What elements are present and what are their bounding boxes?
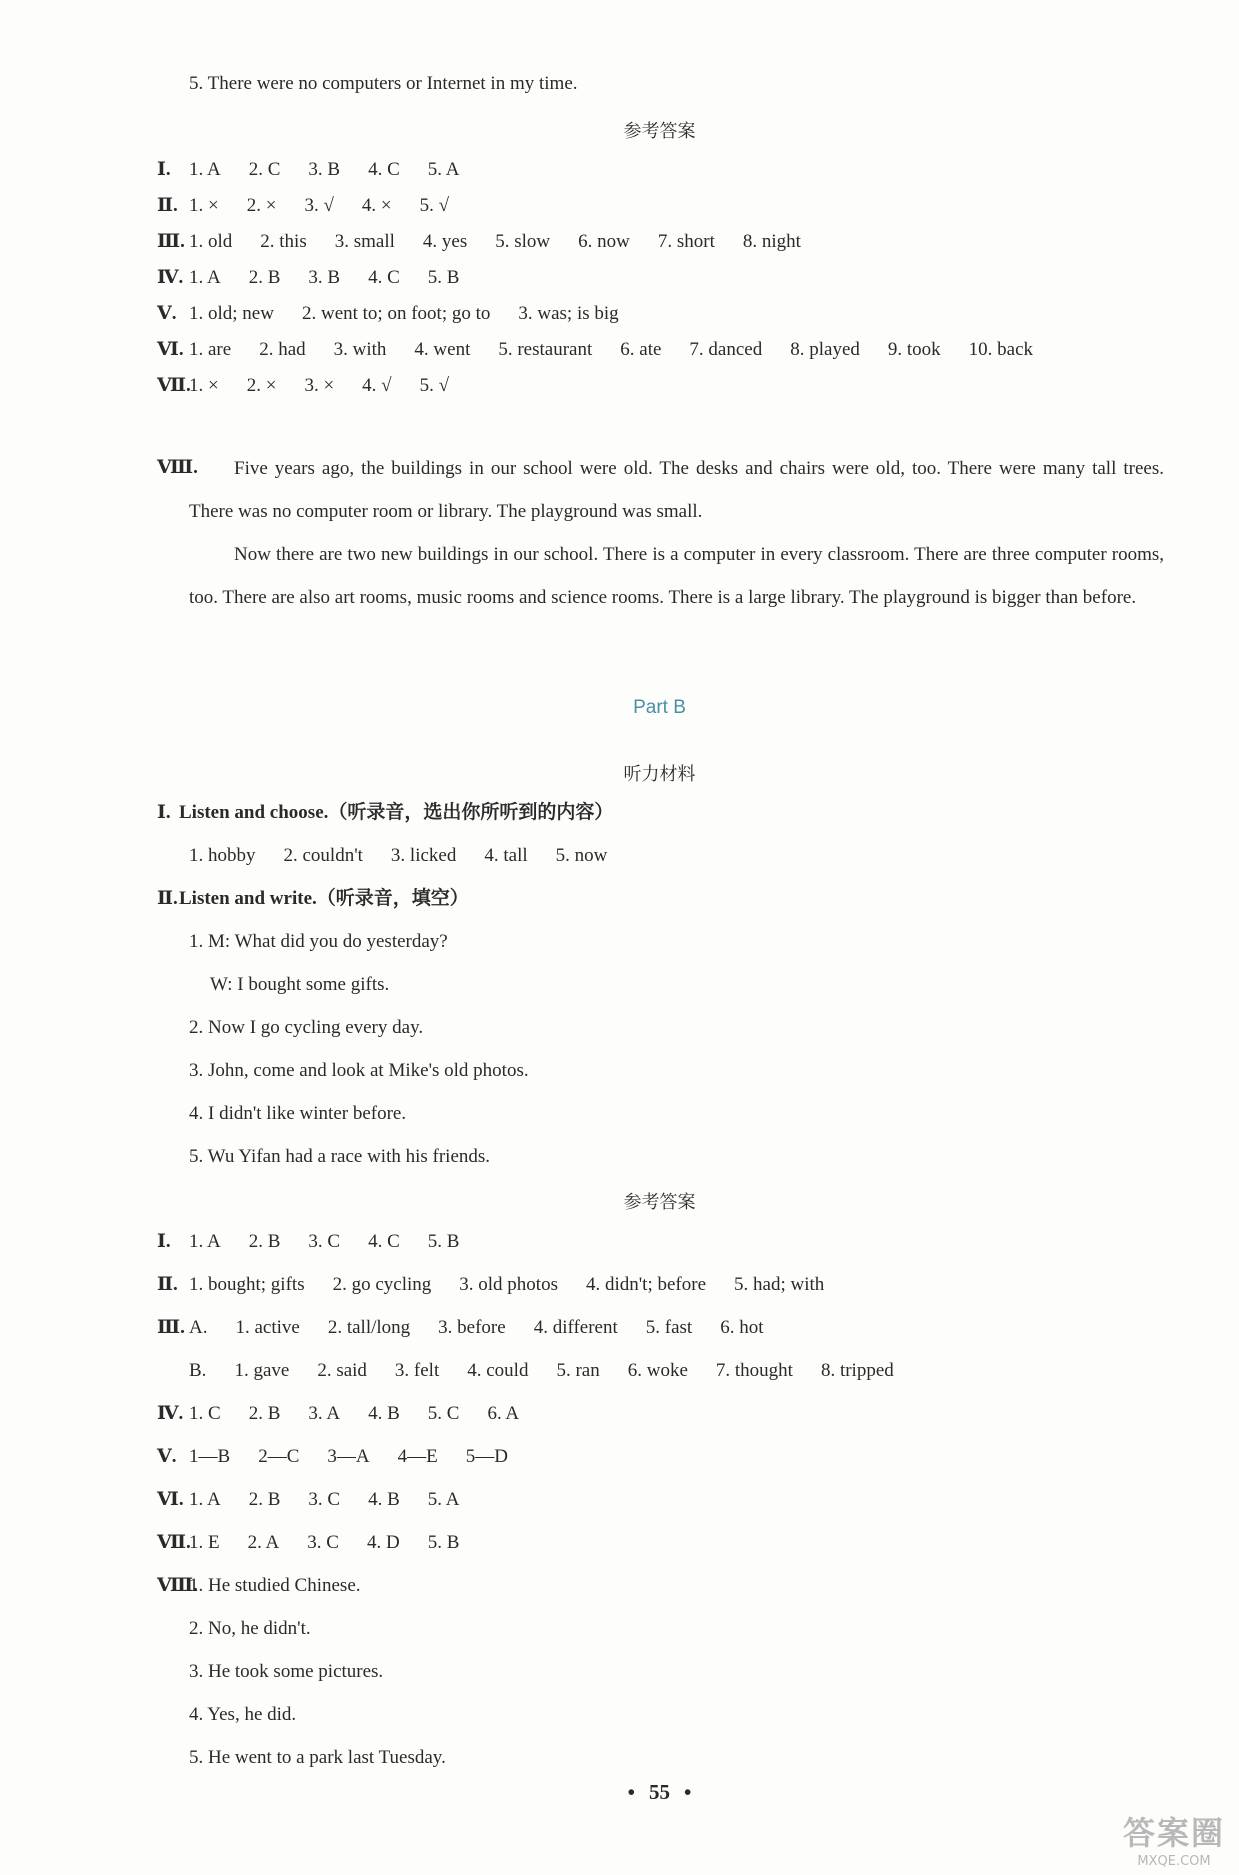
answers-a-item: 1. old; new bbox=[189, 303, 274, 324]
listen-write-line: 1. M: What did you do yesterday? bbox=[189, 931, 448, 952]
listen-write-line: 5. Wu Yifan had a race with his friends. bbox=[189, 1146, 491, 1167]
answers-a-row bbox=[189, 376, 477, 395]
answers-b-item: 1. A bbox=[189, 1231, 221, 1252]
answers-a-item: 2. had bbox=[259, 339, 306, 360]
answers-a-item: 3. with bbox=[333, 339, 387, 360]
answers-a-item: 4. C bbox=[368, 267, 400, 288]
answers-a-roman: Ⅳ. bbox=[157, 267, 184, 288]
answers-b-item: 2—C bbox=[258, 1446, 300, 1467]
page-number-value: 55 bbox=[649, 1780, 670, 1804]
answers-a-item: 8. night bbox=[742, 231, 801, 252]
answers-b-row bbox=[189, 1662, 411, 1681]
answers-b-item: 3. C bbox=[307, 1532, 339, 1553]
answers-a-item: 4. yes bbox=[422, 231, 468, 252]
listen-choose-item: 4. tall bbox=[484, 845, 528, 866]
answers-a-item: 2. this bbox=[260, 231, 307, 252]
answers-a-item: 1. A bbox=[189, 159, 221, 180]
answers-a-item: 2. went to; on foot; go to bbox=[301, 303, 491, 324]
answers-b-item: 4. didn't; before bbox=[585, 1274, 707, 1295]
answers-b-row bbox=[189, 1619, 339, 1638]
listen-choose-roman: Ⅰ. bbox=[157, 802, 171, 823]
answers-b-item: 3. old photos bbox=[459, 1274, 558, 1295]
answers-b-item: 5. B bbox=[427, 1532, 460, 1553]
answers-b-item: 1. active bbox=[235, 1317, 300, 1338]
answers-b-item: 1—B bbox=[189, 1446, 231, 1467]
answers-b-item: 3. before bbox=[438, 1317, 506, 1338]
answers-b-item: 2. A bbox=[247, 1532, 280, 1553]
answers-b-item: 6. A bbox=[487, 1403, 520, 1424]
answers-b-item: 1. He studied Chinese. bbox=[189, 1575, 361, 1596]
listen-choose-items bbox=[189, 846, 635, 865]
answers-b-item: 4. C bbox=[368, 1231, 400, 1252]
essay-paragraph-1: Five years ago, the buildings in our school were old. The desks and chairs were old, too. There were many tall trees. There was no computer room or library. The playground was small. bbox=[189, 458, 1164, 522]
answers-a-item: 9. took bbox=[887, 339, 941, 360]
listen-choose-text: Listen and choose.（听录音，选出你所听到的内容） bbox=[179, 802, 614, 823]
answers-b-item: 5. ran bbox=[556, 1360, 600, 1381]
answers-b-item: 1. bought; gifts bbox=[189, 1274, 305, 1295]
answers-a-item: 8. played bbox=[790, 339, 860, 360]
answers-b-item: 4. Yes, he did. bbox=[189, 1704, 297, 1725]
essay-roman: Ⅷ. bbox=[157, 457, 198, 478]
answers-a-item: 3. B bbox=[308, 159, 341, 180]
answers-b-row bbox=[189, 1533, 487, 1552]
answers-a-item: 5. B bbox=[427, 267, 460, 288]
answers-a-item: 4. C bbox=[368, 159, 400, 180]
answers-b-item: 1. A bbox=[189, 1489, 221, 1510]
answers-a-item: 4. went bbox=[414, 339, 471, 360]
answers-b-item: 6. woke bbox=[627, 1360, 688, 1381]
answers-a-roman: Ⅲ. bbox=[157, 231, 185, 252]
answers-b-item: 5. He went to a park last Tuesday. bbox=[189, 1747, 446, 1768]
listen-write-line: 4. I didn't like winter before. bbox=[189, 1103, 407, 1124]
answers-a-item: 5. √ bbox=[419, 375, 450, 396]
answers-a-item: 1. old bbox=[189, 231, 233, 252]
answers-b-item: 1. E bbox=[189, 1532, 220, 1553]
answers-b-item: 4. D bbox=[366, 1532, 400, 1553]
essay-paragraph-2: Now there are two new buildings in our school. There is a computer in every classroom. There are three computer rooms, too. There are also art rooms, music rooms and science rooms. There is a large library. The playground is bigger than before. bbox=[189, 544, 1164, 608]
essay-block bbox=[189, 447, 1164, 619]
answers-b-item: 5. B bbox=[427, 1231, 460, 1252]
top-line: 5. There were no computers or Internet in my time. bbox=[189, 73, 578, 94]
answers-b-item: 7. thought bbox=[715, 1360, 793, 1381]
listen-write-title bbox=[157, 889, 469, 908]
answers-a-item: 4. √ bbox=[362, 375, 392, 396]
answers-a-row bbox=[189, 304, 647, 323]
answers-a-roman: Ⅴ. bbox=[157, 303, 177, 324]
answers-b-item: 3. A bbox=[308, 1403, 341, 1424]
answers-a-item: 10. back bbox=[968, 339, 1034, 360]
listen-choose-item: 5. now bbox=[555, 845, 608, 866]
answers-a-item: 3. small bbox=[334, 231, 395, 252]
answers-b-item: 4. different bbox=[533, 1317, 618, 1338]
listening-heading: 听力材料 bbox=[623, 764, 696, 785]
answers-b-row bbox=[189, 1318, 791, 1337]
answers-b-roman: Ⅳ. bbox=[157, 1403, 184, 1424]
answers-a-row bbox=[189, 340, 1061, 359]
listen-write-line: W: I bought some gifts. bbox=[210, 974, 390, 995]
listen-choose-item: 1. hobby bbox=[189, 845, 256, 866]
answers-b-row bbox=[189, 1748, 474, 1767]
listen-choose-item: 3. licked bbox=[390, 845, 457, 866]
answers-b-roman: Ⅴ. bbox=[157, 1446, 177, 1467]
answers-b-roman: Ⅶ. bbox=[157, 1532, 191, 1553]
answers-a-item: 7. danced bbox=[689, 339, 763, 360]
answers-a-heading: 参考答案 bbox=[623, 121, 696, 142]
watermark-logo: 答案圈 bbox=[1122, 1814, 1225, 1852]
answers-b-item: 4. B bbox=[368, 1403, 400, 1424]
answers-b-item: B. bbox=[189, 1360, 207, 1381]
answers-b-roman: Ⅱ. bbox=[157, 1274, 178, 1295]
listen-write-roman: Ⅱ. bbox=[157, 888, 178, 909]
answers-b-item: 8. tripped bbox=[820, 1360, 894, 1381]
answers-b-item: 3. felt bbox=[394, 1360, 440, 1381]
listen-choose-title bbox=[157, 803, 613, 822]
listen-choose-item: 2. couldn't bbox=[283, 845, 363, 866]
answers-b-item: 3. C bbox=[308, 1489, 341, 1510]
answers-b-item: A. bbox=[189, 1317, 208, 1338]
answers-a-item: 5. √ bbox=[419, 195, 450, 216]
answers-a-item: 4. × bbox=[361, 195, 392, 216]
answers-a-item: 3. was; is big bbox=[518, 303, 619, 324]
answers-a-row bbox=[189, 196, 477, 215]
answers-b-row bbox=[189, 1232, 487, 1251]
answers-b-item: 2. said bbox=[317, 1360, 367, 1381]
answers-a-item: 6. ate bbox=[620, 339, 662, 360]
answers-b-roman: Ⅰ. bbox=[157, 1231, 171, 1252]
answers-b-item: 5. fast bbox=[645, 1317, 693, 1338]
answers-a-row bbox=[189, 268, 487, 287]
answers-b-item: 2. B bbox=[248, 1403, 281, 1424]
answers-b-item: 4. B bbox=[368, 1489, 400, 1510]
answers-b-item: 2. tall/long bbox=[327, 1317, 411, 1338]
answers-b-row bbox=[189, 1705, 324, 1724]
answers-b-item: 5. A bbox=[427, 1489, 460, 1510]
watermark-url: MXQE.COM bbox=[1137, 1854, 1211, 1869]
answers-a-item: 5. restaurant bbox=[498, 339, 593, 360]
answers-b-row bbox=[189, 1275, 852, 1294]
watermark bbox=[1123, 1808, 1225, 1869]
answers-b-item: 6. hot bbox=[720, 1317, 764, 1338]
listen-write-line: 2. Now I go cycling every day. bbox=[189, 1017, 424, 1038]
answers-a-item: 2. B bbox=[248, 267, 281, 288]
answers-b-item: 2. B bbox=[248, 1231, 281, 1252]
answers-a-item: 1. × bbox=[189, 375, 219, 396]
page-number: • 55 • bbox=[627, 1780, 692, 1804]
answers-b-item: 5. C bbox=[427, 1403, 460, 1424]
answers-a-roman: Ⅶ. bbox=[157, 375, 191, 396]
answers-a-row bbox=[189, 232, 829, 251]
answers-a-roman: Ⅰ. bbox=[157, 159, 171, 180]
answers-b-roman: Ⅵ. bbox=[157, 1489, 184, 1510]
answers-b-item: 2. B bbox=[248, 1489, 281, 1510]
answers-a-item: 3. B bbox=[308, 267, 341, 288]
answers-a-roman: Ⅱ. bbox=[157, 195, 178, 216]
answers-b-item: 5—D bbox=[465, 1446, 508, 1467]
answers-b-row bbox=[189, 1361, 922, 1380]
answers-b-item: 2. No, he didn't. bbox=[189, 1618, 311, 1639]
answers-b-row bbox=[189, 1490, 487, 1509]
answers-b-item: 2. go cycling bbox=[332, 1274, 432, 1295]
answers-b-item: 3—A bbox=[327, 1446, 370, 1467]
part-b-title: Part B bbox=[633, 697, 686, 718]
answers-b-roman: Ⅲ. bbox=[157, 1317, 185, 1338]
answers-b-item: 1. gave bbox=[234, 1360, 290, 1381]
answers-a-item: 3. √ bbox=[304, 195, 334, 216]
answers-b-row bbox=[189, 1447, 536, 1466]
answers-b-item: 3. He took some pictures. bbox=[189, 1661, 384, 1682]
answers-b-item: 4. could bbox=[467, 1360, 529, 1381]
answers-b-roman: Ⅷ. bbox=[157, 1575, 198, 1596]
answers-b-heading: 参考答案 bbox=[623, 1192, 696, 1213]
answers-a-item: 1. A bbox=[189, 267, 221, 288]
listen-write-line: 3. John, come and look at Mike's old photos. bbox=[189, 1060, 529, 1081]
answers-a-row bbox=[189, 160, 487, 179]
answers-a-item: 2. × bbox=[246, 375, 277, 396]
answers-a-item: 5. A bbox=[427, 159, 460, 180]
answers-b-item: 1. C bbox=[189, 1403, 221, 1424]
answers-a-item: 2. × bbox=[246, 195, 277, 216]
answers-a-item: 5. slow bbox=[495, 231, 551, 252]
answers-b-item: 4—E bbox=[397, 1446, 438, 1467]
answers-a-item: 2. C bbox=[248, 159, 281, 180]
answers-a-item: 3. × bbox=[304, 375, 335, 396]
answers-b-item: 5. had; with bbox=[734, 1274, 825, 1295]
answers-b-row bbox=[189, 1404, 547, 1423]
answers-a-item: 7. short bbox=[657, 231, 715, 252]
answers-b-item: 3. C bbox=[308, 1231, 341, 1252]
answers-a-item: 1. are bbox=[189, 339, 232, 360]
answers-a-roman: Ⅵ. bbox=[157, 339, 184, 360]
listen-write-text: Listen and write.（听录音，填空） bbox=[179, 888, 469, 909]
answers-b-row bbox=[189, 1576, 389, 1595]
answers-a-item: 1. × bbox=[189, 195, 219, 216]
answers-a-item: 6. now bbox=[578, 231, 630, 252]
